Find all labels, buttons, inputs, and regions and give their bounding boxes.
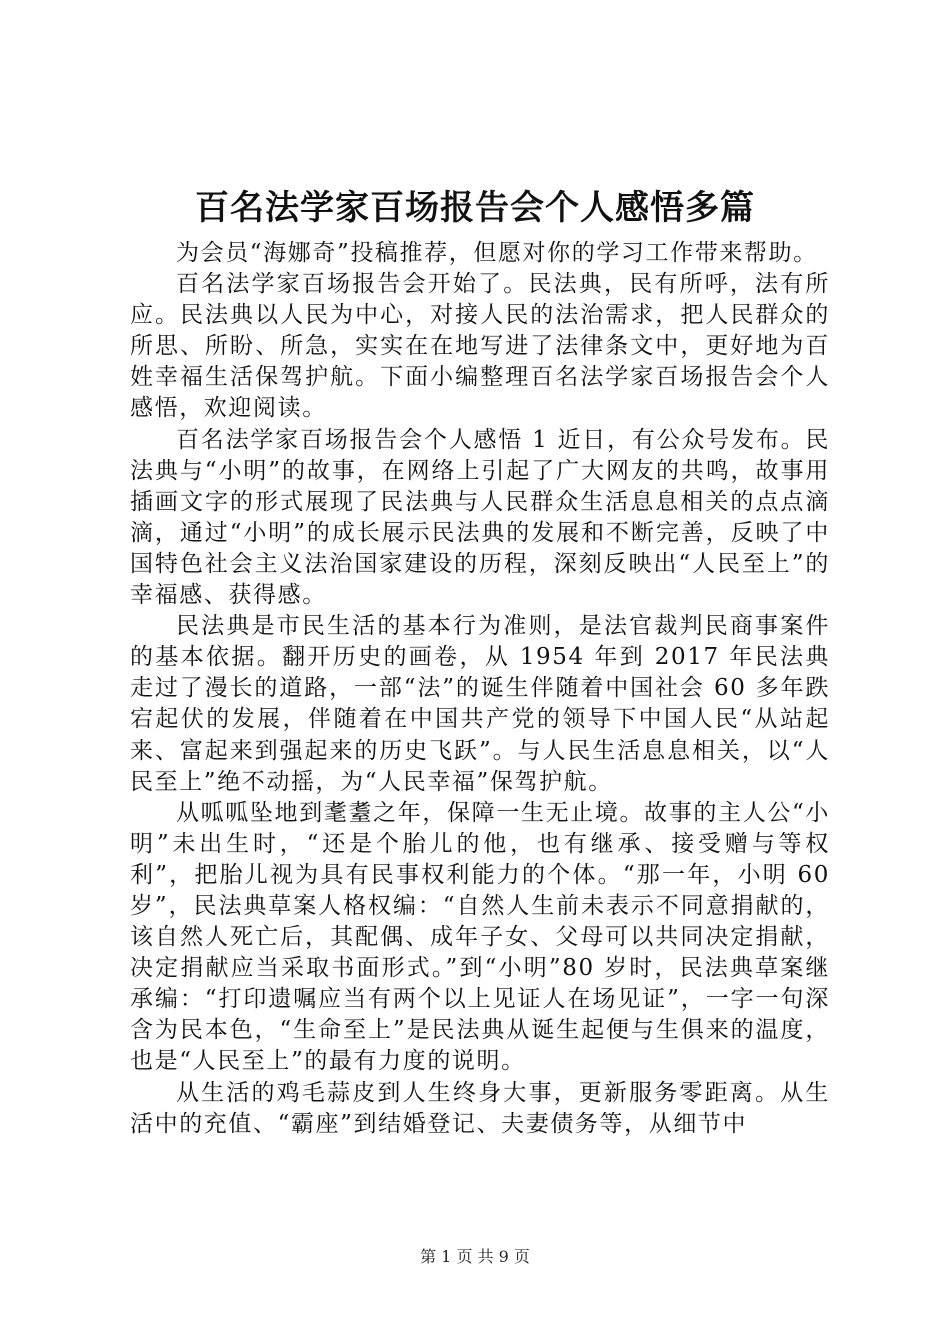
document-body bbox=[130, 238, 830, 1140]
document-title: 百名法学家百场报告会个人感悟多篇 bbox=[195, 188, 755, 228]
paragraph-opening: 百名法学家百场报告会开始了。民法典，民有所呼，法有所应。民法典以人民为中心，对接人民的法治需求，把人民群众的所思、所盼、所急，实实在在地写进了法律条文中，更好地为百姓幸福生活保驾护航。下面小编整理百名法学家百场报告会个人感悟，欢迎阅读。 bbox=[130, 271, 830, 422]
paragraph-civil-code-history: 民法典是市民生活的基本行为准则，是法官裁判民商事案件的基本依据。翻开历史的画卷，从 1954 年到 2017 年民法典走过了漫长的道路，一部“法”的诞生伴随着中国社会 60 多年跌宕起伏的发展，伴随着在中国共产党的领导下中国人民“从站起来、富起来到强起来的历史飞跃”。与人民生活息息相关，以“人民至上”绝不动摇，为“人民幸福”保驾护航。 bbox=[130, 613, 830, 795]
page-footer: 第 1 页 共 9 页 bbox=[420, 1247, 530, 1266]
paragraph-reflection-1: 百名法学家百场报告会个人感悟 1 近日，有公众号发布。民法典与“小明”的故事，在网络上引起了广大网友的共鸣，故事用插画文字的形式展现了民法典与人民群众生活息息相关的点点滴滴，通过“小明”的成长展示民法典的发展和不断完善，反映了中国特色社会主义法治国家建设的历程，深刻反映出“人民至上”的幸福感、获得感。 bbox=[130, 426, 830, 609]
paragraph-xiaoming-story: 从呱呱坠地到耄耋之年，保障一生无止境。故事的主人公“小明”未出生时，“还是个胎儿的他，也有继承、接受赠与等权利”，把胎儿视为具有民事权利能力的个体。“那一年，小明 60 岁”，民法典草案人格权编：“自然人生前未表示不同意捐献的，该自然人死亡后，其配偶、成年子女、父母可以共同决定捐献，决定捐献应当采取书面形式。”到“小明”80 岁时，民法典草案继承编：“打印遗嘱应当有两个以上见证人在场见证”，一字一句深含为民本色，“生命至上”是民法典从诞生起便与生俱来的温度，也是“人民至上”的最有力度的说明。 bbox=[130, 799, 830, 1075]
paragraph-intro: 为会员“海娜奇”投稿推荐，但愿对你的学习工作带来帮助。 bbox=[176, 240, 818, 266]
paragraph-daily-life: 从生活的鸡毛蒜皮到人生终身大事，更新服务零距离。从生活中的充值、“霸座”到结婚登记、夫妻债务等，从细节中 bbox=[130, 1079, 830, 1137]
